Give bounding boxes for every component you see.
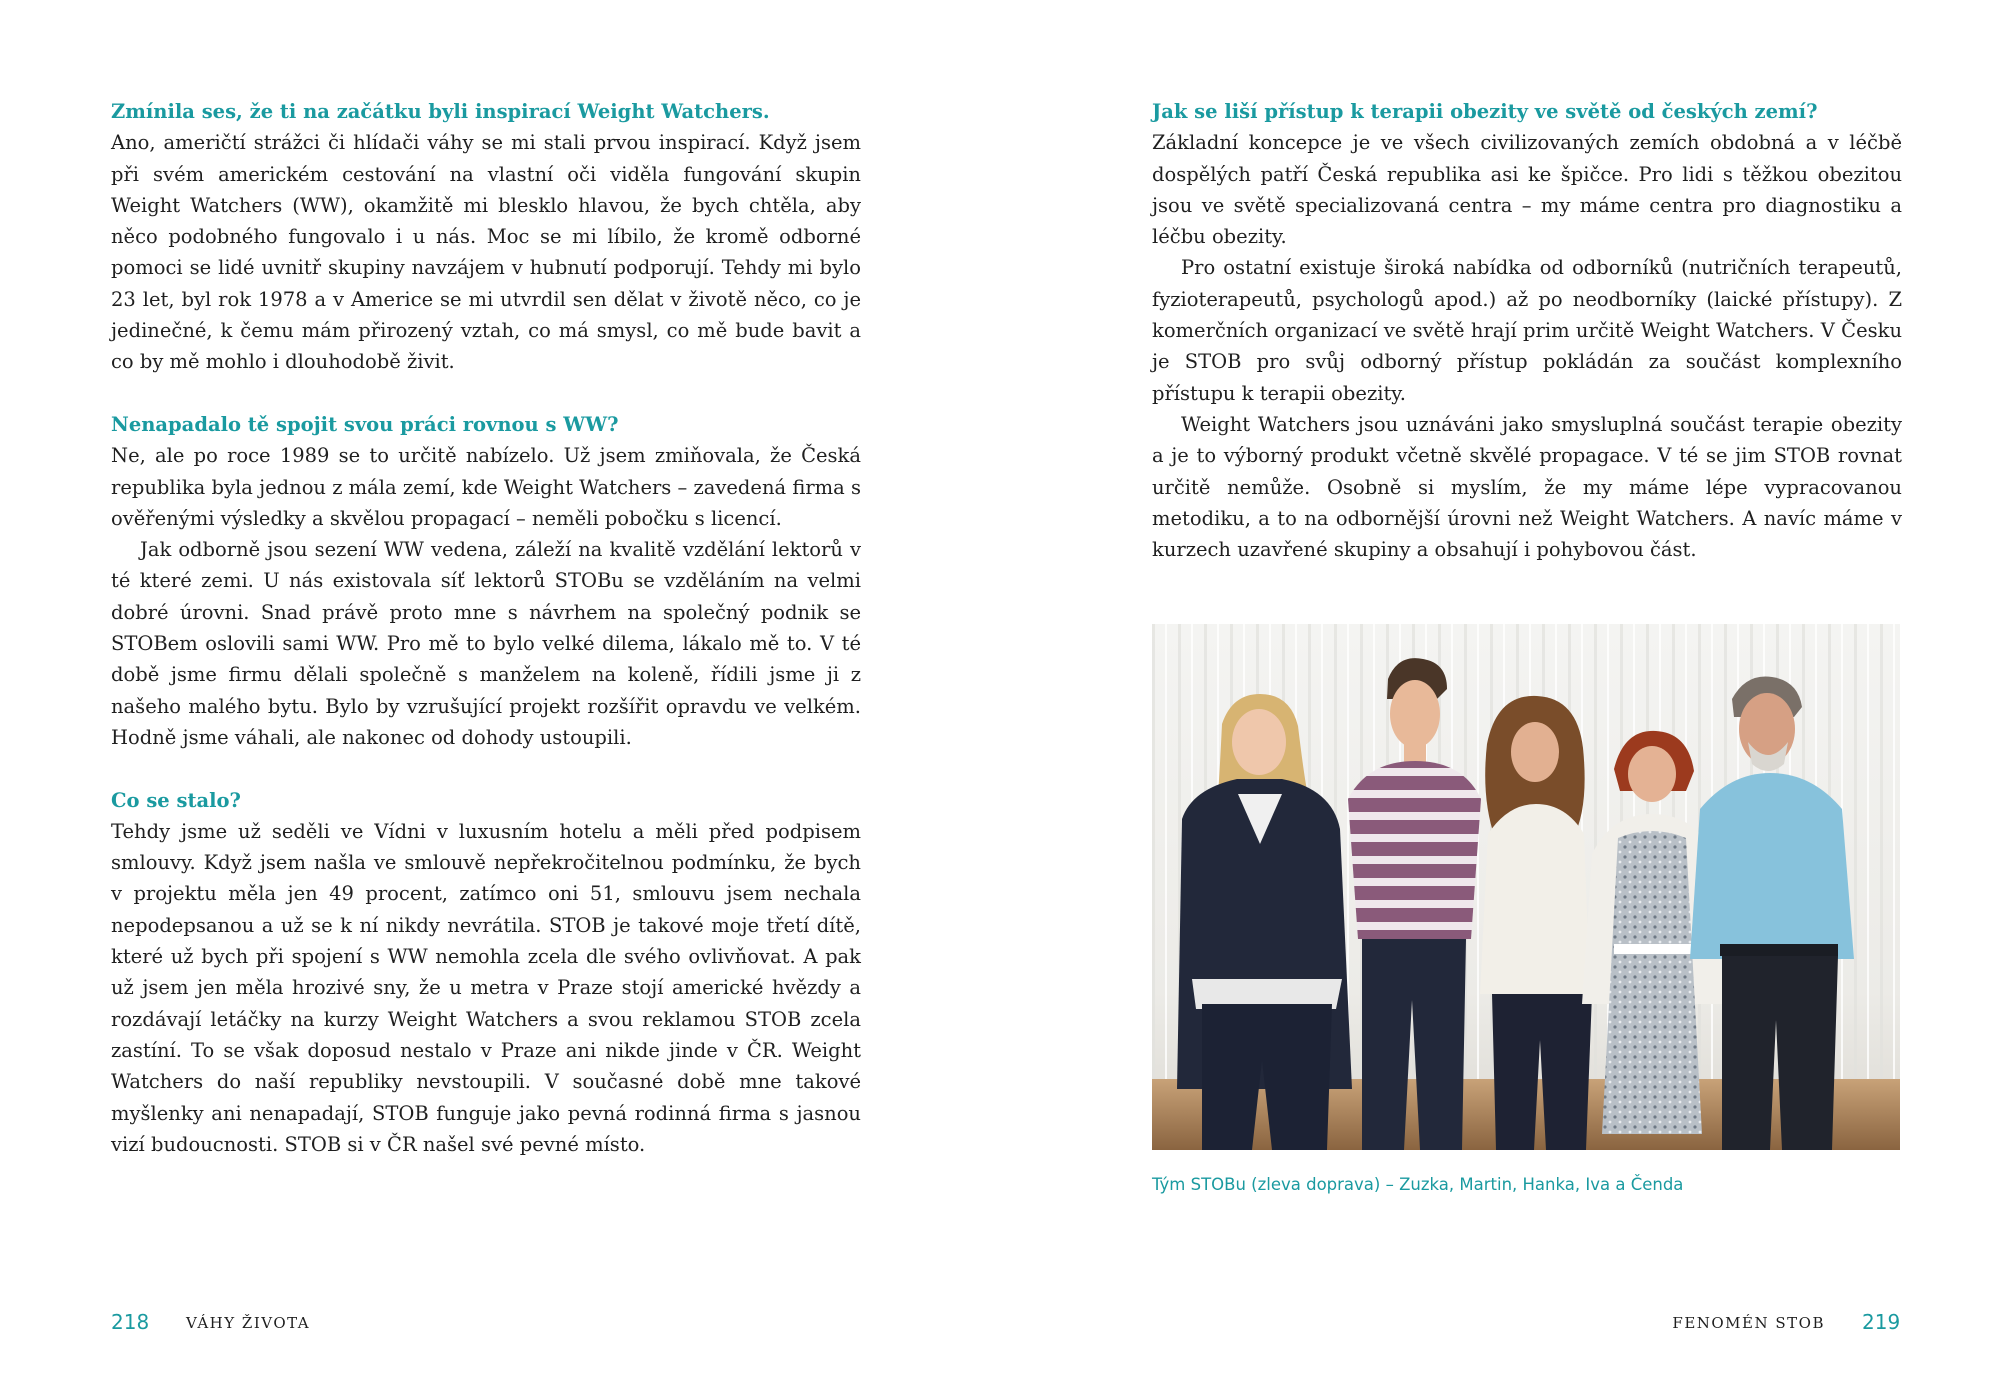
paragraph: Tehdy jsme už seděli ve Vídni v luxusním hotelu a měli před podpisem smlouvy. Když jsem našla ve smlouvě nepřekročitelnou podmínku, že bych v projektu měla jen 49 procent, zatímco oni 51, smlouvu jsem nechala nepodepsanou a už se k ní nikdy nevrátila. STOB je takové moje třetí dítě, které už bych při spojení s WW nemohla zcela dle svého ovlivňovat. A pak už jsem jen měla hrozivé sny, že u metra v Praze stojí americké hvězdy a rozdávají letáčky na kurzy Weight Watchers a svou reklamou STOB zcela zastíní. To se však doposud nestalo v Praze ani nikde jinde v ČR. Weight Watchers do naší republiky nevstoupili. V současné době mne takové myšlenky ani nenapadají, STOB funguje jako pevná rodinná firma s jasnou vizí budoucnosti. STOB si v ČR našel své pevné místo. [111, 819, 861, 1156]
left-text-column [111, 96, 861, 1160]
page-number: 218 [111, 1310, 150, 1334]
running-head: VÁHY ŽIVOTA [186, 1314, 311, 1332]
section-heading: Co se stalo? [111, 788, 241, 812]
section-heading: Jak se liší přístup k terapii obezity ve světě od českých zemí? [1152, 100, 1818, 123]
person-hanka [1480, 696, 1592, 1150]
paragraph: Základní koncepce je ve všech civilizovaných zemích obdobná a v léčbě dospělých patří Česká republika asi ke špičce. Pro lidi s těžkou obezitou jsou ve světě specializovaná centra – my máme centra pro diagnostiku a léčbu obezity. [1152, 131, 1902, 249]
right-page [1000, 0, 2000, 1395]
paragraph: Weight Watchers jsou uznáváni jako smysluplná součást terapie obezity a je to výborný produkt včetně skvělé propagace. V té se jim STOB rovnat určitě nemůže. Osobně si myslím, že my máme lépe vypracovanou metodiku, a to na odbornější úrovni než Weight Watchers. A navíc máme v kurzech uzavřené skupiny a obsahují i pohybovou část. [1152, 412, 1902, 562]
photo-caption: Tým STOBu (zleva doprava) – Zuzka, Martin, Hanka, Iva a Čenda [1152, 1175, 1684, 1194]
team-photo [1152, 624, 1900, 1150]
right-text-column [1152, 96, 1902, 565]
section-heading: Zmínila ses, že ti na začátku byli inspirací Weight Watchers. [111, 100, 770, 123]
running-head: FENOMÉN STOB [1672, 1314, 1825, 1332]
paragraph: Pro ostatní existuje široká nabídka od odborníků (nutričních terapeutů, fyzioterapeutů, psychologů apod.) až po neodborníky (laické přístupy). Z komerčních organizací ve světě hrají prim určitě Weight Watchers. V Česku je STOB pro svůj odborný přístup pokládán za součást komplexního přístupu k terapii obezity. [1152, 256, 1902, 405]
paragraph: Ne, ale po roce 1989 se to určitě nabízelo. Už jsem zmiňovala, že Česká republika byla jednou z mála zemí, kde Weight Watchers – zavedená firma s ověřenými výsledky a skvělou propagací – neměli pobočku s licencí. [111, 444, 861, 530]
paragraph: Jak odborně jsou sezení WW vedena, záleží na kvalitě vzdělání lektorů v té které zemi. U nás existovala síť lektorů STOBu se vzděláním na velmi dobré úrovni. Snad právě proto mne s návrhem na společný podnik se STOBem oslovili sami WW. Pro mě to bylo velké dilema, lákalo mě to. V té době jsme firmu dělali společně s manželem na koleně, řídili jsme ji z našeho malého bytu. Bylo by vzrušující projekt rozšířit opravdu ve velkém. Hodně jsme váhali, ale nakonec od dohody ustoupili. [111, 538, 861, 749]
paragraph: Ano, američtí strážci či hlídači váhy se mi stali prvou inspirací. Když jsem při svém americkém cestování na vlastní oči viděla fungování skupin Weight Watchers (WW), okamžitě mi blesklo hlavou, že bych chtěla, aby něco podobného fungovalo i u nás. Moc se mi líbilo, že kromě odborné pomoci se lidé uvnitř skupiny navzájem v hubnutí podporují. Tehdy mi bylo 23 let, byl rok 1978 a v Americe se mi utvrdil sen dělat v životě něco, co je jedinečné, k čemu mám přirozený vztah, co má smysl, co mě bude bavit a co by mě mohlo i dlouhodobě živit. [111, 131, 861, 374]
section-heading: Nenapadalo tě spojit svou práci rovnou s WW? [111, 412, 619, 436]
page-number: 219 [1862, 1310, 1901, 1334]
